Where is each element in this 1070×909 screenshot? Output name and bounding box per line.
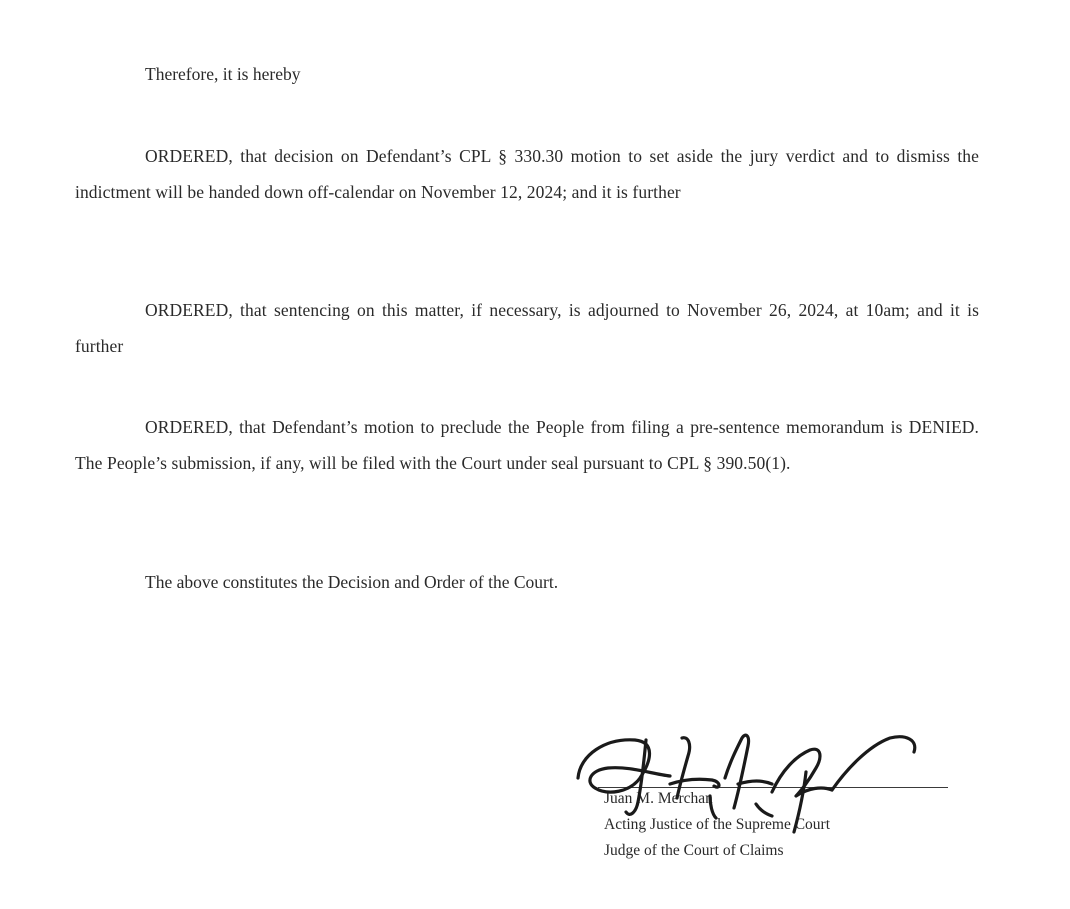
closing-statement: The above constitutes the Decision and Order of the Court.	[145, 572, 559, 592]
handwritten-signature	[560, 700, 940, 850]
signer-title-2: Judge of the Court of Claims	[604, 842, 784, 859]
order-paragraph-2: ORDERED, that sentencing on this matter, if necessary, is adjourned to November 26, 2024, at 10am; and it is further	[75, 300, 979, 356]
order-paragraph-1: ORDERED, that decision on Defendant’s CPL § 330.30 motion to set aside the jury verdict and to dismiss the indictment will be handed down off-calendar on November 12, 2024; and it is further	[75, 146, 979, 202]
signer-name: Juan M. Merchan	[604, 790, 713, 807]
intro-text: Therefore, it is hereby	[145, 64, 301, 84]
order-paragraph-3: ORDERED, that Defendant’s motion to preclude the People from filing a pre-sentence memorandum is DENIED. The People’s submission, if any, will be filed with the Court under seal pursuant to CPL § 390.50(1).	[75, 417, 979, 473]
signer-title-1: Acting Justice of the Supreme Court	[604, 816, 830, 833]
